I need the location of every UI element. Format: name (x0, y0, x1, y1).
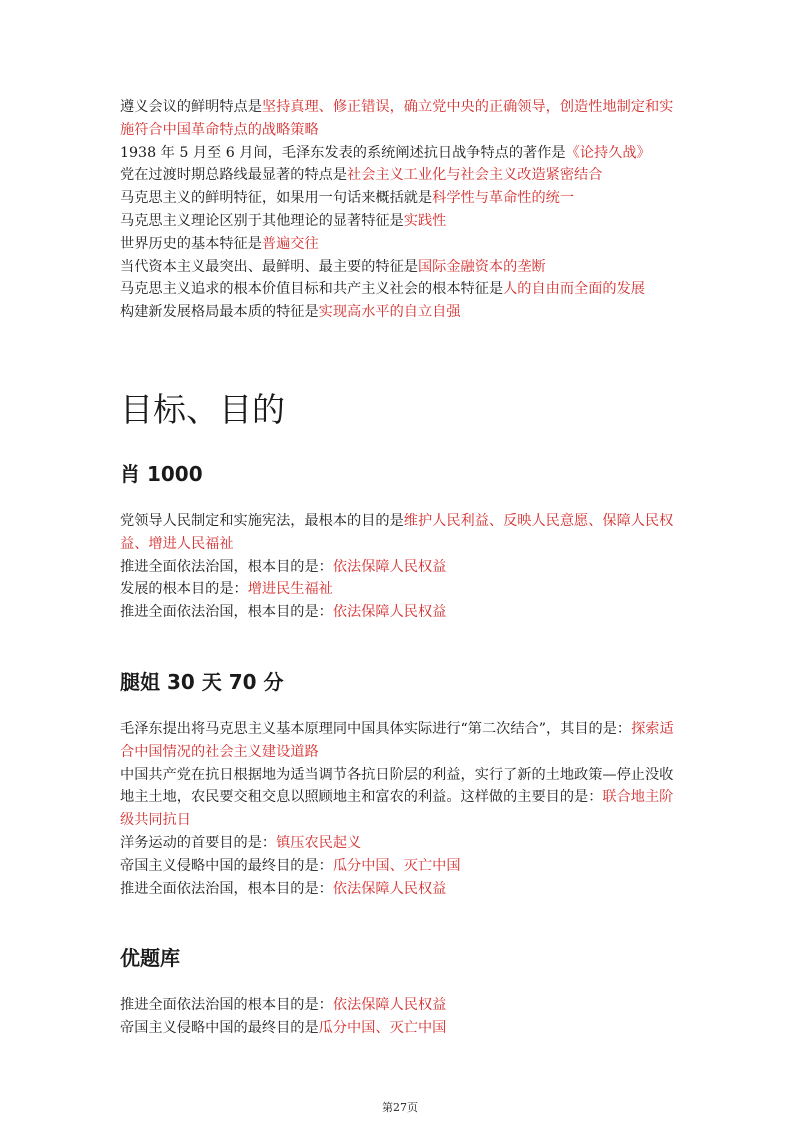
answer-highlight: 科学性与革命性的统一 (432, 190, 575, 207)
answer-highlight: 镇压农民起义 (276, 834, 362, 851)
question-line: 中国共产党在抗日根据地为适当调节各抗日阶层的利益，实行了新的土地政策—停止没收地主土地，农民要交租交息以照顾地主和富农的利益。这样做的主要目的是：联合地主阶级共同抗日 (120, 766, 674, 829)
answer-highlight: 维护人民利益、反映人民意愿、保障人民权益、增进人民福祉 (120, 512, 674, 552)
page-number: 第27页 (382, 1101, 418, 1114)
intro-line: 当代资本主义最突出、最鲜明、最主要的特征是国际金融资本的垄断 (120, 258, 546, 275)
question-line: 发展的根本目的是：增进民生福祉 (120, 581, 333, 598)
question-line: 推进全面依法治国的根本目的是：依法保障人民权益 (120, 997, 447, 1014)
document-page (120, 96, 686, 1040)
answer-highlight: 人的自由而全面的发展 (503, 281, 645, 298)
intro-line: 马克思主义理论区别于其他理论的显著特征是实践性 (120, 212, 447, 229)
answer-highlight: 联合地主阶级共同抗日 (120, 789, 674, 829)
answer-highlight: 增进民生福祉 (247, 581, 333, 598)
intro-line: 1938 年 5 月至 6 月间，毛泽东发表的系统阐述抗日战争特点的著作是《论持久战》 (120, 144, 651, 161)
answer-highlight: 依法保障人民权益 (332, 997, 447, 1014)
answer-highlight: 普遍交往 (261, 235, 319, 252)
intro-line: 构建新发展格局最本质的特征是实现高水平的自立自强 (120, 304, 461, 321)
answer-highlight: 瓜分中国、灭亡中国 (332, 857, 461, 874)
intro-line: 马克思主义追求的根本价值目标和共产主义社会的根本特征是人的自由而全面的发展 (120, 281, 645, 298)
answer-highlight: 《论持久战》 (565, 144, 651, 161)
answer-highlight: 实践性 (403, 212, 447, 229)
subsection-tuijie-items (120, 718, 686, 900)
question-line: 推进全面依法治国，根本目的是：依法保障人民权益 (120, 880, 447, 897)
intro-line: 世界历史的基本特征是普遍交往 (120, 235, 319, 252)
section-title: 目标、目的 (120, 389, 285, 429)
subsection-youtiku-items (120, 994, 686, 1040)
question-line: 推进全面依法治国，根本目的是：依法保障人民权益 (120, 604, 447, 621)
question-line: 党领导人民制定和实施宪法，最根本的目的是维护人民利益、反映人民意愿、保障人民权益、增进人民福祉 (120, 512, 674, 552)
answer-highlight: 依法保障人民权益 (332, 604, 447, 621)
answer-highlight: 依法保障人民权益 (332, 880, 447, 897)
subsection-title-tuijie: 腿姐 30 天 70 分 (120, 669, 284, 694)
answer-highlight: 社会主义工业化与社会主义改造紧密结合 (347, 167, 603, 184)
answer-highlight: 实现高水平的自立自强 (318, 304, 461, 321)
question-line: 推进全面依法治国，根本目的是：依法保障人民权益 (120, 558, 447, 575)
subsection-xiao1000-items (120, 510, 686, 624)
subsection-title-youtiku: 优题库 (120, 946, 180, 971)
answer-highlight: 探索适合中国情况的社会主义建设道路 (120, 720, 674, 760)
answer-highlight: 坚持真理、修正错误，确立党中央的正确领导，创造性地制定和实施符合中国革命特点的战略策略 (120, 99, 674, 138)
intro-line: 党在过渡时期总路线最显著的特点是社会主义工业化与社会主义改造紧密结合 (120, 167, 603, 184)
intro-line: 遵义会议的鲜明特点是坚持真理、修正错误，确立党中央的正确领导，创造性地制定和实施符合中国革命特点的战略策略 (120, 99, 674, 138)
answer-highlight: 国际金融资本的垄断 (417, 258, 546, 275)
question-line: 帝国主义侵略中国的最终目的是：瓜分中国、灭亡中国 (120, 857, 461, 874)
subsection-title-xiao1000: 肖 1000 (120, 461, 203, 486)
question-line: 帝国主义侵略中国的最终目的是瓜分中国、灭亡中国 (120, 1020, 447, 1037)
answer-highlight: 依法保障人民权益 (332, 558, 447, 575)
intro-line: 马克思主义的鲜明特征，如果用一句话来概括就是科学性与革命性的统一 (120, 190, 575, 207)
answer-highlight: 瓜分中国、灭亡中国 (318, 1020, 447, 1037)
question-line: 毛泽东提出将马克思主义基本原理同中国具体实际进行“第二次结合”，其目的是：探索适合中国情况的社会主义建设道路 (120, 720, 674, 760)
question-line: 洋务运动的首要目的是：镇压农民起义 (120, 834, 362, 851)
intro-block (120, 96, 686, 324)
